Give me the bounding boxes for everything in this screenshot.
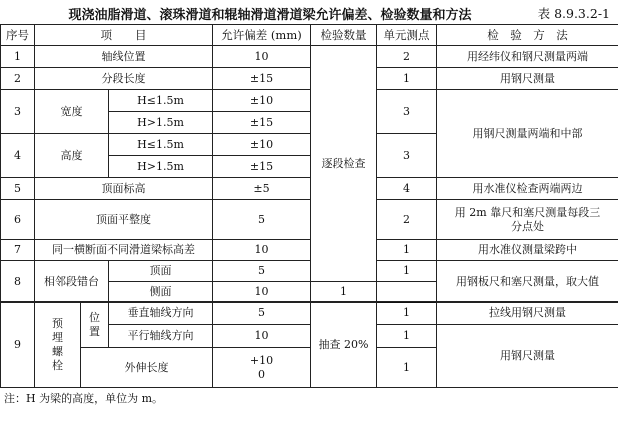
embedded-bolt-cell bbox=[35, 302, 81, 388]
tolerance-cell: 10 bbox=[213, 240, 311, 261]
position-char: 位 bbox=[89, 310, 100, 324]
method-cell: 用钢尺测量两端和中部 bbox=[437, 90, 618, 178]
item-cell: 顶面平整度 bbox=[35, 200, 213, 240]
method-cell: 用钢尺测量 bbox=[437, 68, 618, 90]
seq-cell: 8 bbox=[1, 261, 35, 303]
sub-item-cell: H≤1.5m bbox=[109, 134, 213, 156]
seq-cell: 3 bbox=[1, 90, 35, 134]
points-cell: 1 bbox=[377, 261, 437, 282]
header-row bbox=[1, 25, 618, 46]
method-cell: 用钢板尺和塞尺测量，取大值 bbox=[437, 261, 618, 303]
table-row bbox=[1, 261, 618, 282]
sub-item-cell: 垂直轴线方向 bbox=[109, 302, 213, 325]
position-cell bbox=[81, 302, 109, 348]
seq-cell: 5 bbox=[1, 178, 35, 200]
tolerance-cell: ±10 bbox=[213, 134, 311, 156]
group-char: 预 bbox=[52, 316, 63, 330]
tolerance-cell bbox=[213, 348, 311, 388]
table-row bbox=[1, 240, 618, 261]
sub-item-cell: H>1.5m bbox=[109, 112, 213, 134]
method-cell bbox=[437, 200, 618, 240]
item-cell: 分段长度 bbox=[35, 68, 213, 90]
tolerance-cell: ±15 bbox=[213, 112, 311, 134]
tolerance-cell: 5 bbox=[213, 200, 311, 240]
points-cell: 1 bbox=[377, 325, 437, 348]
points-cell: 4 bbox=[377, 178, 437, 200]
qty-cell-sample: 抽查 20% bbox=[311, 302, 377, 388]
tolerance-cell: 10 bbox=[213, 46, 311, 68]
group-char: 螺 bbox=[52, 344, 63, 358]
sub-item-cell: 顶面 bbox=[109, 261, 213, 282]
header-seq: 序号 bbox=[1, 25, 35, 46]
group-char: 埋 bbox=[52, 330, 63, 344]
tolerance-table-row-9 bbox=[0, 301, 618, 388]
table-row bbox=[1, 178, 618, 200]
table-row bbox=[1, 90, 618, 112]
header-qty: 检验数量 bbox=[311, 25, 377, 46]
points-cell: 1 bbox=[377, 302, 437, 325]
tolerance-cell: ±5 bbox=[213, 178, 311, 200]
header-points: 单元测点 bbox=[377, 25, 437, 46]
tolerance-cell: ±15 bbox=[213, 68, 311, 90]
item-cell: 宽度 bbox=[35, 90, 109, 134]
method-line-2: 分点处 bbox=[511, 219, 545, 233]
qty-cell-main: 逐段检查 bbox=[311, 46, 377, 282]
table-row bbox=[1, 200, 618, 240]
tolerance-cell: 10 bbox=[213, 282, 311, 303]
points-cell: 2 bbox=[377, 46, 437, 68]
points-cell: 2 bbox=[377, 200, 437, 240]
tolerance-cell: ±10 bbox=[213, 90, 311, 112]
method-cell: 用经纬仪和钢尺测量两端 bbox=[437, 46, 618, 68]
item-cell: 轴线位置 bbox=[35, 46, 213, 68]
position-char: 置 bbox=[89, 324, 100, 338]
tolerance-upper: +10 bbox=[249, 353, 274, 367]
header-tolerance: 允许偏差 (mm) bbox=[213, 25, 311, 46]
header-method: 检 验 方 法 bbox=[437, 25, 618, 46]
points-cell: 3 bbox=[377, 90, 437, 134]
tolerance-cell: 5 bbox=[213, 261, 311, 282]
header-item: 项 目 bbox=[35, 25, 213, 46]
item-cell: 顶面标高 bbox=[35, 178, 213, 200]
method-line-1: 用 2m 靠尺和塞尺测量每段三 bbox=[454, 205, 601, 219]
item-cell: 同一横断面不同滑道梁标高差 bbox=[35, 240, 213, 261]
table-row bbox=[1, 46, 618, 68]
tolerance-table bbox=[0, 24, 618, 303]
points-cell: 1 bbox=[311, 282, 377, 303]
table-number: 表 8.9.3.2-1 bbox=[537, 6, 610, 21]
method-cell: 用水准仪检查两端两边 bbox=[437, 178, 618, 200]
points-cell: 3 bbox=[377, 134, 437, 178]
table-note: 注：H 为梁的高度，单位为 m。 bbox=[4, 392, 164, 406]
points-cell: 1 bbox=[377, 240, 437, 261]
table-row bbox=[1, 68, 618, 90]
table-title: 现浇油脂滑道、滚珠滑道和辊轴滑道滑道梁允许偏差、检验数量和方法 bbox=[68, 8, 472, 23]
group-char: 栓 bbox=[52, 358, 63, 372]
method-cell: 用水准仪测量梁跨中 bbox=[437, 240, 618, 261]
tolerance-cell: ±15 bbox=[213, 156, 311, 178]
seq-cell: 6 bbox=[1, 200, 35, 240]
sub-item-cell: 外伸长度 bbox=[81, 348, 213, 388]
tolerance-lower: 0 bbox=[258, 367, 265, 381]
seq-cell: 2 bbox=[1, 68, 35, 90]
item-cell: 相邻段错台 bbox=[35, 261, 109, 303]
method-cell: 拉线用钢尺测量 bbox=[437, 302, 618, 325]
sub-item-cell: H>1.5m bbox=[109, 156, 213, 178]
item-cell: 高度 bbox=[35, 134, 109, 178]
tolerance-cell: 10 bbox=[213, 325, 311, 348]
seq-cell: 7 bbox=[1, 240, 35, 261]
sub-item-cell: 侧面 bbox=[109, 282, 213, 303]
table-row bbox=[1, 302, 618, 325]
tolerance-cell: 5 bbox=[213, 302, 311, 325]
points-cell: 1 bbox=[377, 348, 437, 388]
seq-cell: 4 bbox=[1, 134, 35, 178]
method-cell: 用钢尺测量 bbox=[437, 325, 618, 388]
points-cell: 1 bbox=[377, 68, 437, 90]
title-row bbox=[0, 0, 618, 24]
sub-item-cell: 平行轴线方向 bbox=[109, 325, 213, 348]
sub-item-cell: H≤1.5m bbox=[109, 90, 213, 112]
seq-cell: 1 bbox=[1, 46, 35, 68]
seq-cell: 9 bbox=[1, 302, 35, 388]
